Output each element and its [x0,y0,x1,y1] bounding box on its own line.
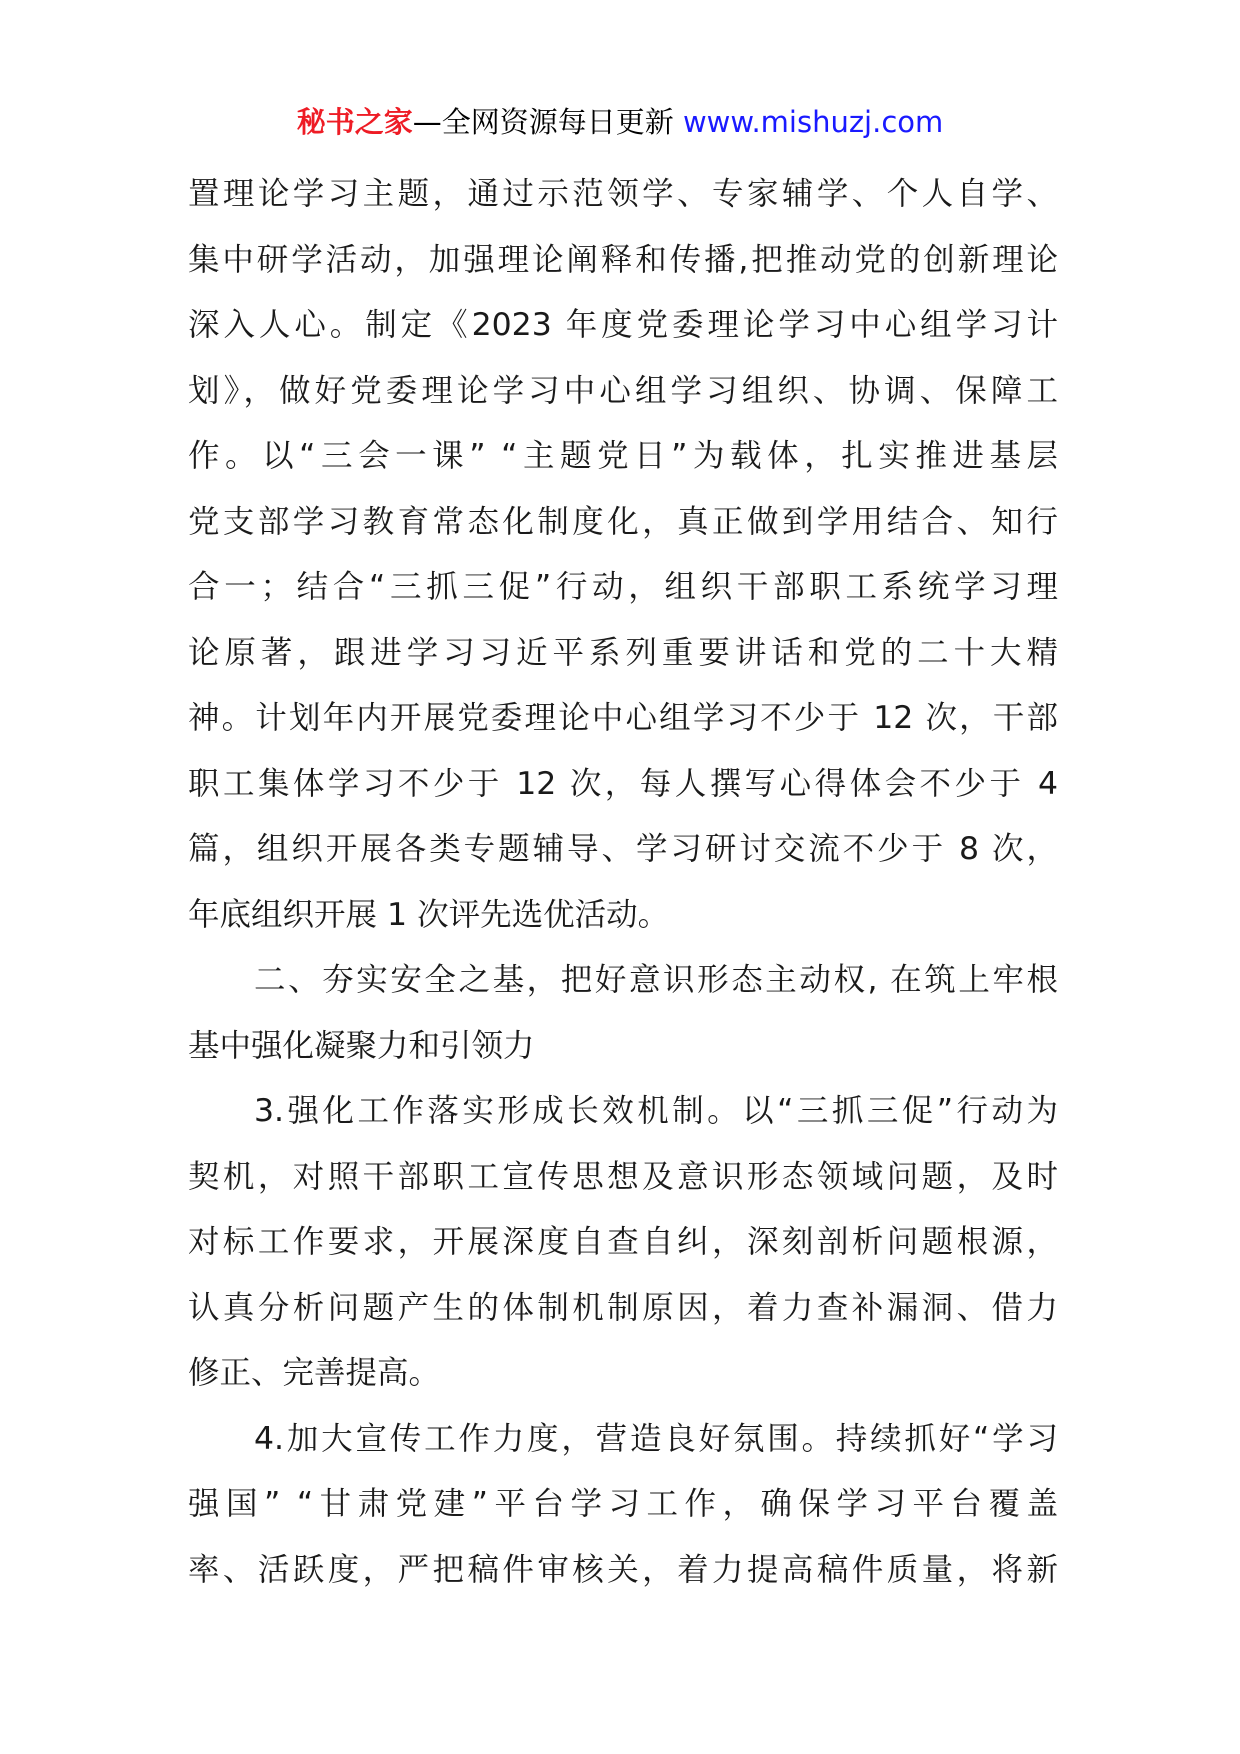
section-heading-line: 二、夯实安全之基，把好意识形态主动权, 在筑上牢根 [254,962,1058,998]
body-line: 党支部学习教育常态化制度化，真正做到学用结合、知行 [188,503,1058,540]
body-line: 4.加大宣传工作力度，营造良好氛围。持续抓好“学习 [254,1420,1058,1457]
body-line: 修正、完善提高。 [188,1355,441,1391]
body-line: 合一；结合“三抓三促”行动，组织干部职工系统学习理 [188,569,1058,605]
body-line: 置理论学习主题，通过示范领学、专家辅学、个人自学、 [188,176,1058,212]
header-tagline: —全网资源每日更新 [412,105,683,139]
body-line: 强国” “甘肃党建”平台学习工作，确保学习平台覆盖 [188,1486,1058,1522]
body-line: 3.强化工作落实形成长效机制。以“三抓三促”行动为 [254,1093,1058,1129]
section-heading-line: 基中强化凝聚力和引领力 [188,1027,535,1064]
body-line: 深入人心。制定《2023 年度党委理论学习中心组学习计 [188,307,1058,343]
body-line: 率、活跃度，严把稿件审核关，着力提高稿件质量，将新 [188,1551,1058,1588]
body-line: 认真分析问题产生的体制机制原因，着力查补漏洞、借力 [188,1289,1058,1326]
body-line: 对标工作要求，开展深度自查自纠，深刻剖析问题根源， [188,1224,1058,1260]
body-line: 职工集体学习不少于 12 次，每人撰写心得体会不少于 4 [188,765,1058,802]
body-line: 集中研学活动，加强理论阐释和传播,把推动党的创新理论 [188,241,1058,278]
body-line: 划》，做好党委理论学习中心组学习组织、协调、保障工 [188,372,1058,409]
body-line: 契机，对照干部职工宣传思想及意识形态领域问题，及时 [188,1158,1058,1195]
body-line: 作。以“三会一课” “主题党日”为载体，扎实推进基层 [188,438,1058,474]
body-line: 年底组织开展 1 次评先选优活动。 [188,896,670,933]
page-header [0,100,1240,144]
header-brand: 秘书之家 [296,105,413,139]
document-body [188,162,1058,1603]
body-line: 神。计划年内开展党委理论中心组学习不少于 12 次，干部 [188,700,1058,736]
body-line: 篇，组织开展各类专题辅导、学习研讨交流不少于 8 次， [188,831,1058,867]
body-line: 论原著，跟进学习习近平系列重要讲话和党的二十大精 [188,634,1058,671]
header-url-link[interactable]: www.mishuzj.com [682,105,944,139]
